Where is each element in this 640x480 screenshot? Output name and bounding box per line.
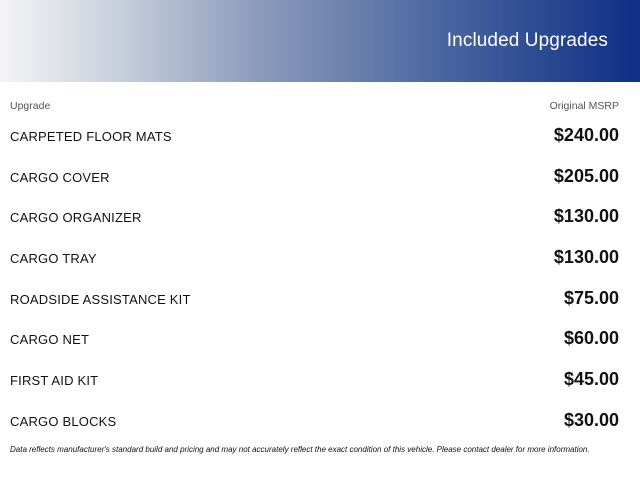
upgrade-name: CARPETED FLOOR MATS bbox=[10, 129, 172, 144]
upgrade-name: ROADSIDE ASSISTANCE KIT bbox=[10, 291, 191, 307]
list-item bbox=[10, 196, 619, 237]
list-item bbox=[10, 400, 619, 441]
upgrade-price: $45.00 bbox=[563, 369, 619, 390]
list-item bbox=[10, 318, 619, 359]
upgrade-price: $60.00 bbox=[563, 328, 619, 349]
upgrade-name: CARGO COVER bbox=[10, 169, 110, 185]
column-header-msrp: Original MSRP bbox=[549, 100, 619, 112]
list-item bbox=[10, 115, 619, 156]
page-title: Included Upgrades bbox=[446, 30, 608, 51]
upgrade-price: $75.00 bbox=[563, 287, 619, 308]
upgrade-price: $130.00 bbox=[553, 247, 619, 268]
list-item bbox=[10, 156, 619, 197]
disclaimer-footnote: Data reflects manufacturer's standard build and pricing and may not accurately reflect the exact condition of this vehicle. Please contact dealer for more information. bbox=[10, 445, 590, 454]
upgrade-price: $240.00 bbox=[553, 125, 619, 145]
upgrades-list bbox=[10, 115, 619, 441]
upgrade-name: CARGO BLOCKS bbox=[10, 413, 117, 429]
upgrade-name: CARGO NET bbox=[10, 332, 90, 348]
list-item bbox=[10, 359, 619, 400]
upgrade-price: $205.00 bbox=[553, 165, 619, 186]
header-banner bbox=[0, 0, 640, 82]
upgrade-name: CARGO TRAY bbox=[10, 251, 97, 267]
list-item bbox=[10, 278, 619, 319]
upgrade-price: $130.00 bbox=[553, 206, 619, 227]
upgrade-price: $30.00 bbox=[563, 409, 619, 430]
column-header-upgrade: Upgrade bbox=[10, 100, 51, 112]
upgrade-name: FIRST AID KIT bbox=[10, 373, 99, 389]
column-headers bbox=[10, 100, 619, 114]
list-item bbox=[10, 237, 619, 278]
upgrade-name: CARGO ORGANIZER bbox=[10, 210, 142, 226]
